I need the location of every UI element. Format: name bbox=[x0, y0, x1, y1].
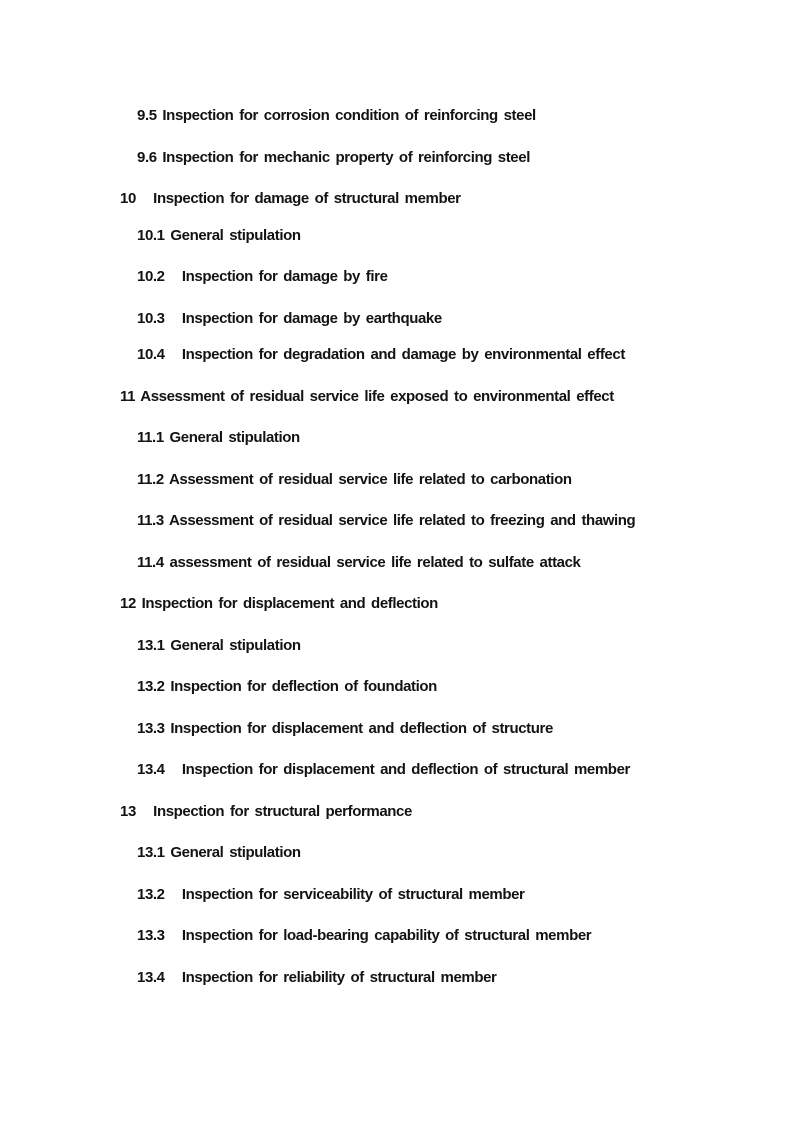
toc-line: 11 Assessment of residual service life exposed to environmental effect bbox=[120, 387, 614, 405]
toc-line: 9.5 Inspection for corrosion condition of reinforcing steel bbox=[137, 107, 536, 124]
toc-line: 9.6 Inspection for mechanic property of reinforcing steel bbox=[137, 148, 530, 166]
toc-line: 11.2 Assessment of residual service life related to carbonation bbox=[137, 470, 572, 488]
toc-line: 12 Inspection for displacement and deflection bbox=[120, 595, 438, 612]
toc-line: 10 Inspection for damage of structural member bbox=[120, 190, 461, 207]
toc-line: 10.1 General stipulation bbox=[137, 226, 301, 244]
toc-line: 13.3 Inspection for load-bearing capability of structural member bbox=[137, 927, 592, 944]
toc-line: 13.1 General stipulation bbox=[137, 636, 301, 654]
toc-line: 13.2 Inspection for deflection of foundation bbox=[137, 678, 437, 695]
toc-line: 10.2 Inspection for damage by fire bbox=[137, 268, 388, 285]
toc-line: 10.3 Inspection for damage by earthquake bbox=[137, 309, 442, 327]
toc-line: 13.4 Inspection for reliability of structural member bbox=[137, 968, 497, 986]
toc-line: 11.1 General stipulation bbox=[137, 429, 300, 446]
toc-line: 13.4 Inspection for displacement and deflection of structural member bbox=[137, 761, 630, 778]
toc-line: 13.3 Inspection for displacement and deflection of structure bbox=[137, 719, 553, 737]
toc-line: 11.3 Assessment of residual service life related to freezing and thawing bbox=[137, 512, 636, 529]
toc-line: 10.4 Inspection for degradation and damage by environmental effect bbox=[137, 346, 625, 363]
table-of-contents bbox=[120, 108, 744, 1011]
toc-line: 13 Inspection for structural performance bbox=[120, 802, 412, 820]
toc-line: 13.1 General stipulation bbox=[137, 844, 301, 861]
toc-line: 11.4 assessment of residual service life related to sulfate attack bbox=[137, 553, 581, 571]
toc-line: 13.2 Inspection for serviceability of structural member bbox=[137, 885, 525, 903]
